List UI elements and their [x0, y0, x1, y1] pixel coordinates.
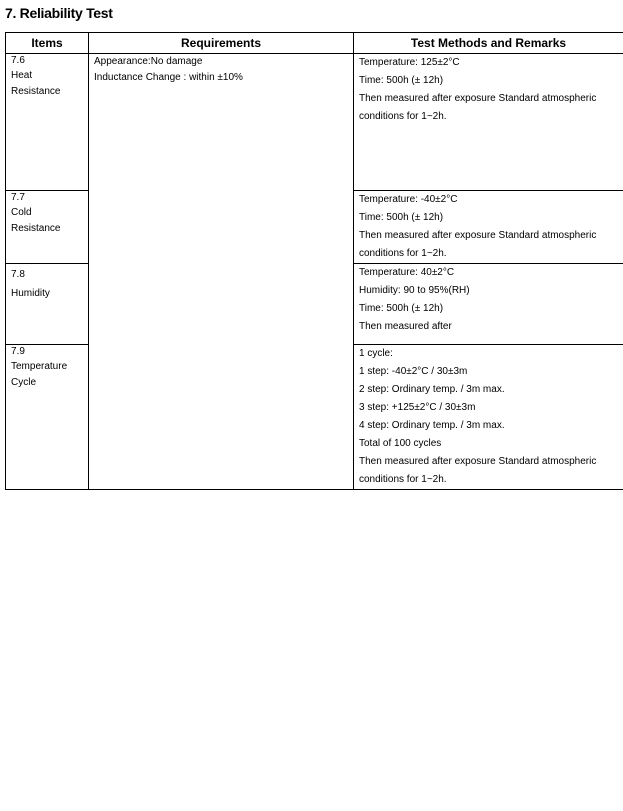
table-row	[6, 54, 623, 191]
method-line: 2 step: Ordinary temp. / 3m max.	[359, 384, 505, 395]
method-line: 4 step: Ordinary temp. / 3m max.	[359, 420, 505, 431]
item-number: 7.6	[11, 55, 25, 66]
method-cell	[354, 191, 623, 264]
method-line: 1 cycle:	[359, 348, 393, 359]
method-line: Total of 100 cycles	[359, 438, 442, 449]
item-number: 7.8	[11, 269, 25, 280]
method-cell	[354, 345, 623, 490]
item-number: 7.9	[11, 346, 25, 357]
method-line: conditions for 1~2h.	[359, 111, 447, 122]
item-cell	[6, 54, 89, 191]
item-number: 7.7	[11, 192, 25, 203]
header-items: Items	[6, 33, 89, 54]
header-methods: Test Methods and Remarks	[354, 33, 623, 54]
item-cell	[6, 264, 89, 345]
item-name-line: Resistance	[11, 223, 61, 234]
method-line: Time: 500h (± 12h)	[359, 212, 444, 223]
method-line: Temperature: 125±2°C	[359, 57, 460, 68]
item-name-line: Cycle	[11, 377, 37, 388]
method-line: Then measured after	[359, 321, 452, 332]
item-name-line: Resistance	[11, 86, 61, 97]
method-line: 3 step: +125±2°C / 30±3m	[359, 402, 476, 413]
method-cell	[354, 264, 623, 345]
method-line: Humidity: 90 to 95%(RH)	[359, 285, 470, 296]
method-line: Then measured after exposure Standard atmospheric	[359, 456, 597, 467]
requirements-cell	[89, 54, 354, 490]
method-line: conditions for 1~2h.	[359, 474, 447, 485]
item-cell	[6, 191, 89, 264]
method-line: Time: 500h (± 12h)	[359, 75, 444, 86]
item-name-line: Heat	[11, 70, 33, 81]
method-line: Then measured after exposure Standard atmospheric	[359, 230, 597, 241]
method-line: Then measured after exposure Standard atmospheric	[359, 93, 597, 104]
header-requirements: Requirements	[89, 33, 354, 54]
item-name-line: Humidity	[11, 288, 50, 299]
method-line: Temperature: 40±2°C	[359, 267, 455, 278]
item-name-line: Cold	[11, 207, 32, 218]
table-header-row	[6, 33, 623, 54]
method-line: 1 step: -40±2°C / 30±3m	[359, 366, 468, 377]
method-line: Temperature: -40±2°C	[359, 194, 458, 205]
method-line: conditions for 1~2h.	[359, 248, 447, 259]
requirement-inductance: Inductance Change : within ±10%	[94, 72, 243, 83]
reliability-test-table	[5, 32, 623, 490]
item-name-line: Temperature	[11, 361, 68, 372]
section-title: 7. Reliability Test	[5, 5, 113, 21]
method-line: Time: 500h (± 12h)	[359, 303, 444, 314]
item-cell	[6, 345, 89, 490]
requirement-appearance: Appearance:No damage	[94, 56, 203, 67]
method-cell	[354, 54, 623, 191]
